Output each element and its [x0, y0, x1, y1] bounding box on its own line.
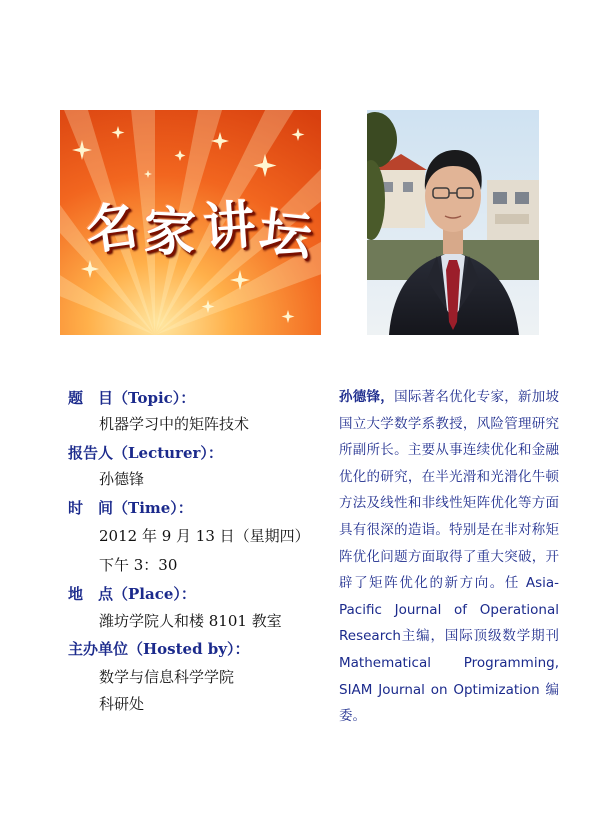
host-label: 主办单位（Hosted by）：	[68, 640, 250, 658]
topic-value: 机器学习中的矩阵技术	[99, 415, 250, 433]
banner-char: 坛	[256, 201, 315, 268]
topic-label-en: （Topic）：	[113, 389, 196, 407]
host-value-office: 科研处	[99, 695, 145, 713]
bio-text: 国际著名优化专家，新加坡国立大学数学系教授，风险管理研究所副所长。主要从事连续优化和金融优化的研究，在半光滑和光滑化牛顿方法及线性和非线性矩阵优化等方面具有很深的造诣。特别是在非对称矩阵优化问题方面取得了重大突破，开辟了矩阵优化的新方向。任	[339, 389, 560, 592]
bio-speaker-name: 孙德锋，	[339, 389, 395, 405]
time-label-char: 间	[98, 499, 114, 517]
time-label-en: （Time）：	[113, 499, 193, 517]
place-label-char: 点	[98, 585, 114, 603]
topic-label	[68, 386, 195, 410]
banner-image	[60, 110, 321, 335]
place-label-en: （Place）：	[113, 585, 196, 603]
speaker-photo	[367, 110, 539, 335]
time-label-char: 时	[68, 499, 84, 517]
bio-text: 主编，国际顶级数学期刊	[400, 628, 559, 645]
place-label	[68, 582, 196, 606]
bio-journal-names: Mathematical Programming, SIAM Journal on Optimization	[339, 654, 559, 698]
bio-text: 编委。	[339, 681, 560, 725]
time-label	[68, 496, 193, 520]
lecturer-value: 孙德锋	[99, 470, 145, 488]
time-value-hour: 下午 3：30	[99, 556, 178, 574]
host-value-school: 数学与信息科学学院	[99, 668, 235, 686]
lecturer-label: 报告人（Lecturer）：	[68, 444, 223, 462]
banner-char: 讲	[201, 194, 258, 259]
time-value-date: 2012 年 9 月 13 日（星期四）	[99, 527, 310, 545]
banner-char: 家	[142, 200, 198, 265]
topic-label-char: 目	[98, 389, 114, 407]
place-label-char: 地	[68, 585, 84, 603]
banner-char: 名	[81, 194, 142, 263]
place-value: 潍坊学院人和楼 8101 教室	[99, 612, 282, 630]
bio-journal-name: Asia-Pacific Journal of Operational Research	[339, 575, 559, 645]
speaker-bio	[339, 384, 559, 730]
topic-label-char: 题	[68, 389, 84, 407]
portrait-photo	[367, 110, 539, 335]
banner-title	[60, 182, 321, 292]
